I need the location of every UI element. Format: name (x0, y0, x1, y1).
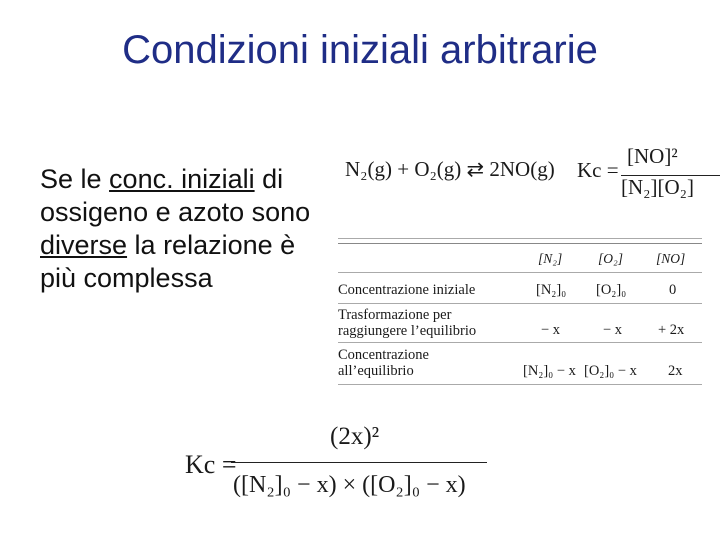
cell-eq-n2: [N₂]₀ − x (523, 363, 576, 379)
formula-numerator: (2x)² (330, 423, 380, 450)
bullet-part1: Se le (40, 164, 110, 194)
row-label-change: Trasformazione per raggiungere l’equilibrio (338, 307, 477, 339)
kc-denominator: [N₂][O₂] (621, 175, 694, 199)
table-header-o2: [O₂] (598, 251, 623, 266)
cell-initial-n2: [N₂]₀ (536, 282, 567, 298)
bullet-conc-iniziali: conc. iniziali (109, 164, 255, 194)
reaction-equation: N₂(g) + O₂(g) ⇄ 2NO(g) (345, 157, 555, 181)
table-rule (338, 342, 702, 343)
cell-initial-no: 0 (669, 282, 677, 298)
row-label-equilibrium: Concentrazione all’equilibrio (338, 347, 429, 379)
bullet-part3: la relazione è più complessa (40, 230, 296, 293)
table-header-no: [NO] (656, 251, 686, 266)
cell-eq-o2: [O₂]₀ − x (584, 363, 637, 379)
bullet-part2: di ossigeno e azoto sono (40, 164, 311, 227)
formula-kc-label: Kc = (185, 450, 237, 479)
table-header-n2: [N₂] (538, 251, 563, 266)
table-rule (338, 243, 702, 244)
bullet-text (40, 163, 330, 295)
formula-fraction-bar (231, 462, 487, 463)
formula-denominator: ([N₂]₀ − x) × ([O₂]₀ − x) (233, 472, 466, 498)
slide-title: Condizioni iniziali arbitrarie (122, 28, 598, 72)
kc-label: Kc = (577, 158, 619, 182)
cell-change-n2: − x (541, 322, 561, 338)
bullet-diverse: diverse (40, 230, 128, 260)
ice-table (338, 238, 702, 386)
table-rule (338, 238, 702, 239)
kc-numerator: [NO]² (627, 144, 678, 168)
row-label-initial: Concentrazione iniziale (338, 282, 476, 298)
cell-change-no: + 2x (658, 322, 685, 338)
table-rule (338, 272, 702, 273)
table-rule (338, 303, 702, 304)
cell-initial-o2: [O₂]₀ (596, 282, 627, 298)
table-rule (338, 384, 702, 385)
cell-change-o2: − x (603, 322, 623, 338)
cell-eq-no: 2x (668, 363, 683, 379)
